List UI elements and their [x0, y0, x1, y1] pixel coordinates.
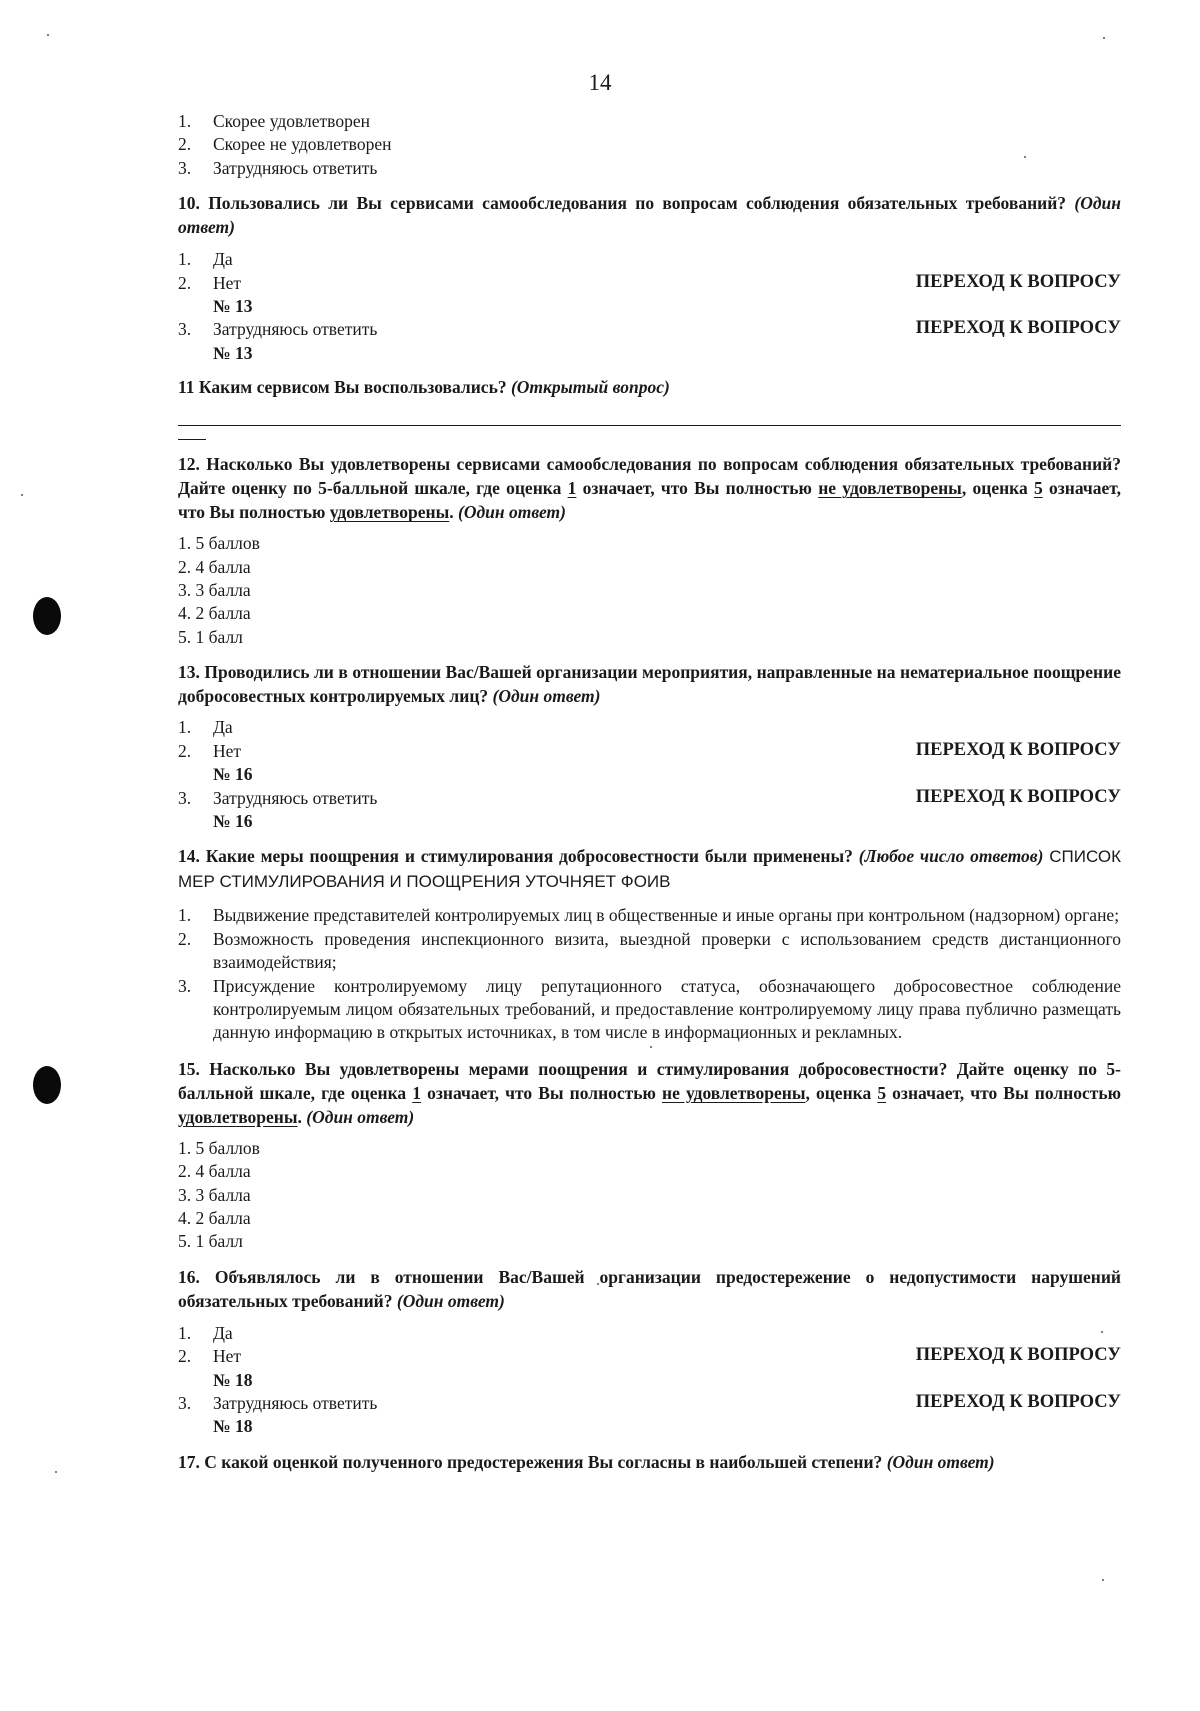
q15-option[interactable]: 2. 4 балла	[178, 1161, 251, 1182]
question-14-remark: СПИСОК МЕР СТИМУЛИРОВАНИЯ И ПООЩРЕНИЯ УТОЧНЯЕТ ФОИВ	[178, 847, 1121, 892]
question-13: 13. Проводились ли в отношении Вас/Вашей организации мероприятия, направленные на нематериальное поощрение добросовестных контролируемых лиц? (Один ответ)	[178, 662, 1121, 707]
q9-option[interactable]: 3. Затрудняюсь ответить	[178, 157, 378, 178]
skip-target: № 13	[213, 342, 253, 363]
punch-hole-top	[33, 597, 61, 635]
skip-instruction: ПЕРЕХОД К ВОПРОСУ	[915, 1345, 1121, 1366]
q13-options	[178, 716, 1121, 833]
scan-speck	[1103, 37, 1105, 39]
q12-option[interactable]: 4. 2 балла	[178, 603, 251, 624]
q15-option[interactable]: 3. 3 балла	[178, 1184, 251, 1205]
q16-option[interactable]: 1. Да	[178, 1322, 233, 1343]
open-answer-line[interactable]	[178, 425, 1121, 426]
scan-speck	[47, 34, 49, 36]
q10-option[interactable]: 1. Да	[178, 249, 233, 270]
q14-option[interactable]: 3. Присуждение контролируемому лицу репутационного статуса, обозначающего добросовестное соблюдение контролируемым лицом обязательных требований, и предоставление контролируемому лицу права публично размещать данную информацию в открытых источниках, в том числе в информационных и рекламных.	[178, 975, 1121, 1043]
skip-instruction: ПЕРЕХОД К ВОПРОСУ	[915, 739, 1121, 760]
skip-instruction: ПЕРЕХОД К ВОПРОСУ	[915, 1392, 1121, 1412]
skip-target: № 18	[213, 1369, 253, 1390]
q15-options	[178, 1137, 1121, 1254]
q12-option[interactable]: 5. 1 балл	[178, 626, 243, 647]
q15-option[interactable]: 1. 5 баллов	[178, 1137, 260, 1158]
q13-option[interactable]: 1. Да	[178, 717, 233, 738]
question-12: 12. Насколько Вы удовлетворены сервисами самообследования по вопросам соблюдения обязательных требований? Дайте оценку по 5-балльной шкале, где оценка 1 означает, что Вы полностью не удовлетворены, оценка 5 означает, что Вы полностью удовлетворены. (Один ответ)	[178, 454, 1121, 523]
skip-instruction: ПЕРЕХОД К ВОПРОСУ	[915, 271, 1121, 292]
scan-speck	[21, 494, 23, 496]
q14-option[interactable]: 2. Возможность проведения инспекционного визита, выездной проверки с использованием средств дистанционного взаимодействия;	[178, 928, 1121, 973]
scan-speck	[55, 1471, 57, 1473]
q9-option[interactable]: 1. Скорее удовлетворен	[178, 111, 370, 131]
question-15: 15. Насколько Вы удовлетворены мерами поощрения и стимулирования добросовестности? Дайте оценку по 5-балльной шкале, где оценка 1 означает, что Вы полностью не удовлетворены, оценка 5 означает, что Вы полностью удовлетворены. (Один ответ)	[178, 1058, 1121, 1127]
q12-option[interactable]: 3. 3 балла	[178, 580, 251, 601]
scan-speck	[1102, 1579, 1104, 1581]
punch-hole-bottom	[33, 1066, 61, 1104]
q15-option[interactable]: 5. 1 балл	[178, 1231, 243, 1252]
question-10: 10. Пользовались ли Вы сервисами самообследования по вопросам соблюдения обязательных требований? (Один ответ)	[178, 193, 1121, 238]
q9-options	[178, 110, 1121, 180]
q16-options	[178, 1322, 1121, 1439]
q13-option[interactable]: 2. Нет ПЕРЕХОД К ВОПРОСУ № 16	[178, 740, 1121, 787]
question-16: 16. Объявлялось ли в отношении Вас/Вашей организации предостережение о недопустимости нарушений обязательных требований? (Один ответ)	[178, 1266, 1121, 1311]
open-answer-line-continued	[178, 439, 206, 440]
q13-option[interactable]: 3. Затрудняюсь ответить ПЕРЕХОД К ВОПРОСУ № 16	[178, 787, 1121, 834]
question-14: 14. Какие меры поощрения и стимулирования добросовестности были применены? (Любое число ответов) СПИСОК МЕР СТИМУЛИРОВАНИЯ И ПООЩРЕНИЯ УТОЧНЯЕТ ФОИВ	[178, 846, 1121, 892]
q10-option[interactable]: 2. Нет ПЕРЕХОД К ВОПРОСУ № 13	[178, 272, 1121, 319]
q14-options	[178, 904, 1121, 1044]
question-17: 17. С какой оценкой полученного предостережения Вы согласны в наибольшей степени? (Один ответ)	[178, 1451, 995, 1472]
q12-option[interactable]: 1. 5 баллов	[178, 533, 260, 554]
q12-options	[178, 532, 1121, 649]
q16-option[interactable]: 2. Нет ПЕРЕХОД К ВОПРОСУ № 18	[178, 1345, 1121, 1392]
skip-instruction: ПЕРЕХОД К ВОПРОСУ	[915, 786, 1121, 807]
skip-target: № 16	[213, 764, 253, 785]
q16-option[interactable]: 3. Затрудняюсь ответить ПЕРЕХОД К ВОПРОСУ № 18	[178, 1392, 1121, 1439]
page-number: 14	[588, 70, 612, 95]
skip-target: № 13	[213, 296, 253, 317]
question-11: 11 Каким сервисом Вы воспользовались? (Открытый вопрос)	[178, 377, 670, 398]
survey-content	[178, 110, 1121, 1474]
q9-option[interactable]: 2. Скорее не удовлетворен	[178, 134, 392, 155]
q10-options	[178, 248, 1121, 365]
skip-instruction: ПЕРЕХОД К ВОПРОСУ	[915, 318, 1121, 339]
skip-target: № 16	[213, 810, 253, 831]
q12-option[interactable]: 2. 4 балла	[178, 556, 251, 577]
skip-target: № 18	[213, 1416, 253, 1437]
q15-option[interactable]: 4. 2 балла	[178, 1207, 251, 1228]
q10-option[interactable]: 3. Затрудняюсь ответить ПЕРЕХОД К ВОПРОСУ № 13	[178, 318, 1121, 365]
q14-option[interactable]: 1. Выдвижение представителей контролируемых лиц в общественные и иные органы при контрольном (надзорном) органе;	[178, 905, 1120, 926]
